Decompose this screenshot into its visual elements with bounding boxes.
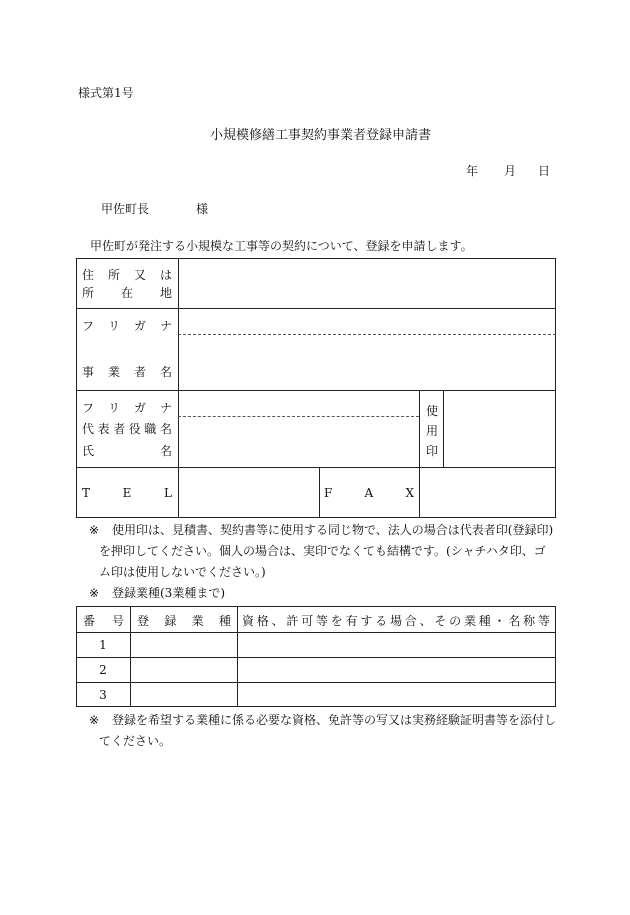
category-heading-mark: ※ <box>89 586 100 600</box>
header-category: 登 録 業 種 <box>137 614 231 628</box>
furigana-dashed-line <box>178 416 419 417</box>
label-tel: T E L <box>82 486 172 500</box>
date-day: 日 <box>538 164 551 178</box>
label-representative-name: 氏 名 <box>82 444 172 458</box>
furigana-dashed-line <box>178 334 556 335</box>
label-seal: 使 用 印 <box>425 404 438 458</box>
col-divider <box>130 606 131 707</box>
row-divider <box>76 467 556 468</box>
label-business-name: 事 業 者 名 <box>82 365 172 379</box>
final-note-mark: ※ <box>89 713 100 727</box>
intro-text: 甲佐町が発注する小規模な工事等の契約について、登録を申請します。 <box>90 239 473 253</box>
category-heading: 登録業種(3業種まで) <box>112 586 225 600</box>
col-divider <box>419 390 420 518</box>
label-address: 住 所 又 は <box>82 268 172 282</box>
row-number-1: 1 <box>99 638 107 652</box>
addressee-honorific: 様 <box>196 202 209 216</box>
label-furigana-representative: フ リ ガ ナ <box>82 401 172 415</box>
row-number-3: 3 <box>99 688 107 702</box>
row-divider <box>76 308 556 309</box>
header-number: 番 号 <box>83 614 124 628</box>
row-number-2: 2 <box>99 663 107 677</box>
label-representative-title: 代 表 者 役 職 名 <box>82 422 172 436</box>
form-number: 様式第1号 <box>78 86 134 100</box>
seal-note-line3: ム印は使用しないでください。) <box>99 565 266 579</box>
seal-note-mark: ※ <box>89 523 100 537</box>
label-fax: F A X <box>324 486 414 500</box>
final-note-line2: てください。 <box>99 734 172 748</box>
col-divider <box>319 467 320 518</box>
addressee-name: 甲佐町長 <box>101 202 150 216</box>
row-divider <box>76 657 556 658</box>
seal-note-line2: を押印してください。個人の場合は、実印でなくても結構です。(シャチハタ印、ゴ <box>99 544 546 558</box>
date-month: 月 <box>504 164 517 178</box>
label-location: 所 在 地 <box>82 286 172 300</box>
header-license: 資 格 、 許 可 等 を 有 す る 場 合 、 そ の 業 種 ・ 名 称 等 <box>242 614 550 628</box>
date-year: 年 <box>466 164 479 178</box>
row-divider <box>76 390 556 391</box>
document-title: 小規模修繕工事契約事業者登録申請書 <box>210 128 432 143</box>
col-divider <box>178 258 179 518</box>
col-divider <box>237 606 238 707</box>
row-divider <box>76 632 556 633</box>
final-note-line1: 登録を希望する業種に係る必要な資格、免許等の写又は実務経験証明書等を添付し <box>112 713 557 727</box>
row-divider <box>76 682 556 683</box>
label-furigana-business: フ リ ガ ナ <box>82 319 172 333</box>
seal-note-line1: 使用印は、見積書、契約書等に使用する同じ物で、法人の場合は代表者印(登録印) <box>112 523 554 537</box>
col-divider <box>443 390 444 467</box>
